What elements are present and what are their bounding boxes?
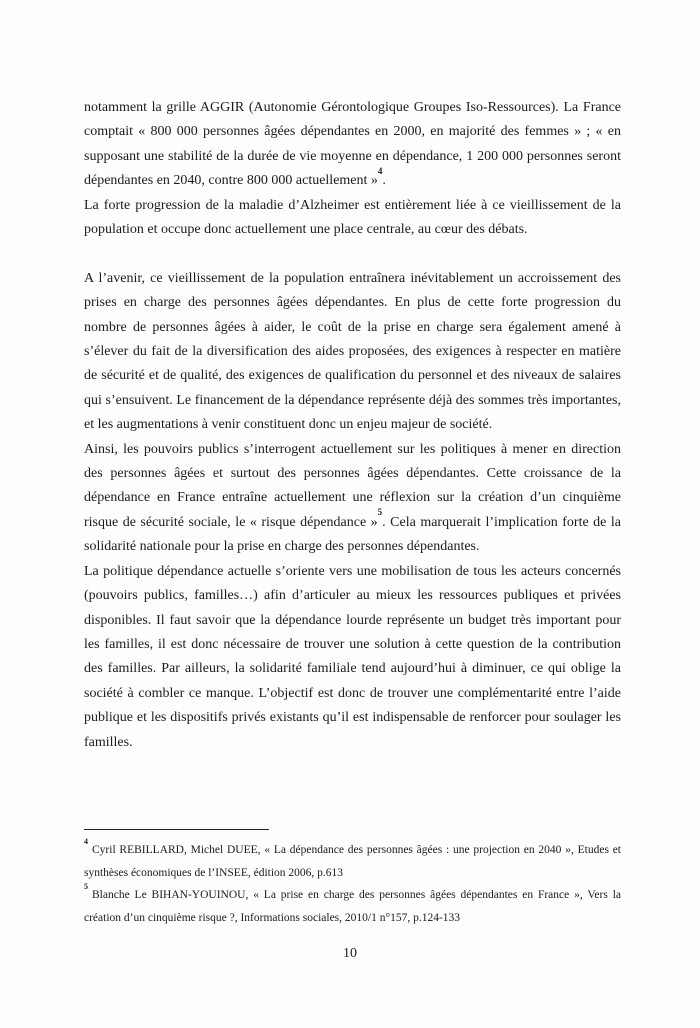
- paragraph-1: [84, 96, 621, 194]
- footnote-ref-4: 4: [377, 165, 383, 176]
- paragraph-spacer: [84, 242, 621, 266]
- footnote-5-text: Blanche Le BIHAN-YOUINOU, « La prise en charge des personnes âgées dépendantes en France », Vers la création d’un cinquième risque ?, Informations sociales, 2010/1 n°157, p.124-133: [84, 889, 621, 924]
- footnote-4-text: Cyril REBILLARD, Michel DUEE, « La dépendance des personnes âgées : une projection en 2040 », Etudes et synthèses économiques de l’INSEE, édition 2006, p.613: [84, 844, 621, 879]
- paragraph-2: La forte progression de la maladie d’Alzheimer est entièrement liée à ce vieillissement de la population et occupe donc actuellement une place centrale, au cœur des débats.: [84, 197, 621, 238]
- paragraph-4-end: . Cela marquerait l’implication forte de la solidarité nationale pour la prise en charge des personnes dépendantes.: [84, 514, 621, 555]
- footnotes-section: [84, 829, 621, 929]
- paragraph-1-text: notamment la grille AGGIR (Autonomie Gérontologique Groupes Iso-Ressources). La France comptait « 800 000 personnes âgées dépendantes en 2000, en majorité des femmes » ; « en supposant une stabilité de la durée de vie moyenne en dépendance, 1 200 000 personnes seront dépendantes en 2040, contre 800 000 actuellement »: [84, 100, 621, 189]
- body-text: [84, 96, 621, 755]
- paragraph-4-text: Ainsi, les pouvoirs publics s’interrogent actuellement sur les politiques à mener en direction des personnes âgées et surtout des personnes âgées dépendantes. Cette croissance de la dépendance en France entraîne actuellement une réflexion sur la création d’un cinquième risque de sécurité sociale, le « risque dépendance »: [84, 441, 621, 530]
- footnote-ref-5: 5: [377, 507, 383, 518]
- paragraph-4: [84, 438, 621, 560]
- footnote-separator-line: [84, 829, 269, 830]
- footnote-5-marker: 5: [84, 882, 88, 892]
- paragraph-5: La politique dépendance actuelle s’oriente vers une mobilisation de tous les acteurs concernés (pouvoirs publics, familles…) afin d’articuler au mieux les ressources publiques et privées disponibles. Il faut savoir que la dépendance lourde représente un budget très important pour les familles, il est donc nécessaire de trouver une solution à cette question de la contribution des familles. Par ailleurs, la solidarité familiale tend aujourd’hui à diminuer, ce qui oblige la société à combler ce manque. L’objectif est donc de trouver une complémentarité entre l’aide publique et les dispositifs privés existants qu’il est indispensable de renforcer pour soulager les familles.: [84, 563, 621, 750]
- footnote-5: [84, 884, 621, 929]
- footnote-4: [84, 839, 621, 884]
- paragraph-1-end: .: [382, 173, 386, 189]
- page-number: 10: [343, 946, 357, 961]
- paragraph-3: A l’avenir, ce vieillissement de la population entraînera inévitablement un accroissement des prises en charge des personnes âgées dépendantes. En plus de cette forte progression du nombre de personnes âgées à aider, le coût de la prise en charge sera également amené à s’élever du fait de la diversification des aides proposées, des exigences à respecter en matière de sécurité et de qualité, des exigences de qualification du personnel et des niveaux de salaires qui s’ensuivent. Le financement de la dépendance représente déjà des sommes très importantes, et les augmentations à venir constituent donc un enjeu majeur de société.: [84, 270, 621, 433]
- footnote-4-marker: 4: [84, 837, 88, 847]
